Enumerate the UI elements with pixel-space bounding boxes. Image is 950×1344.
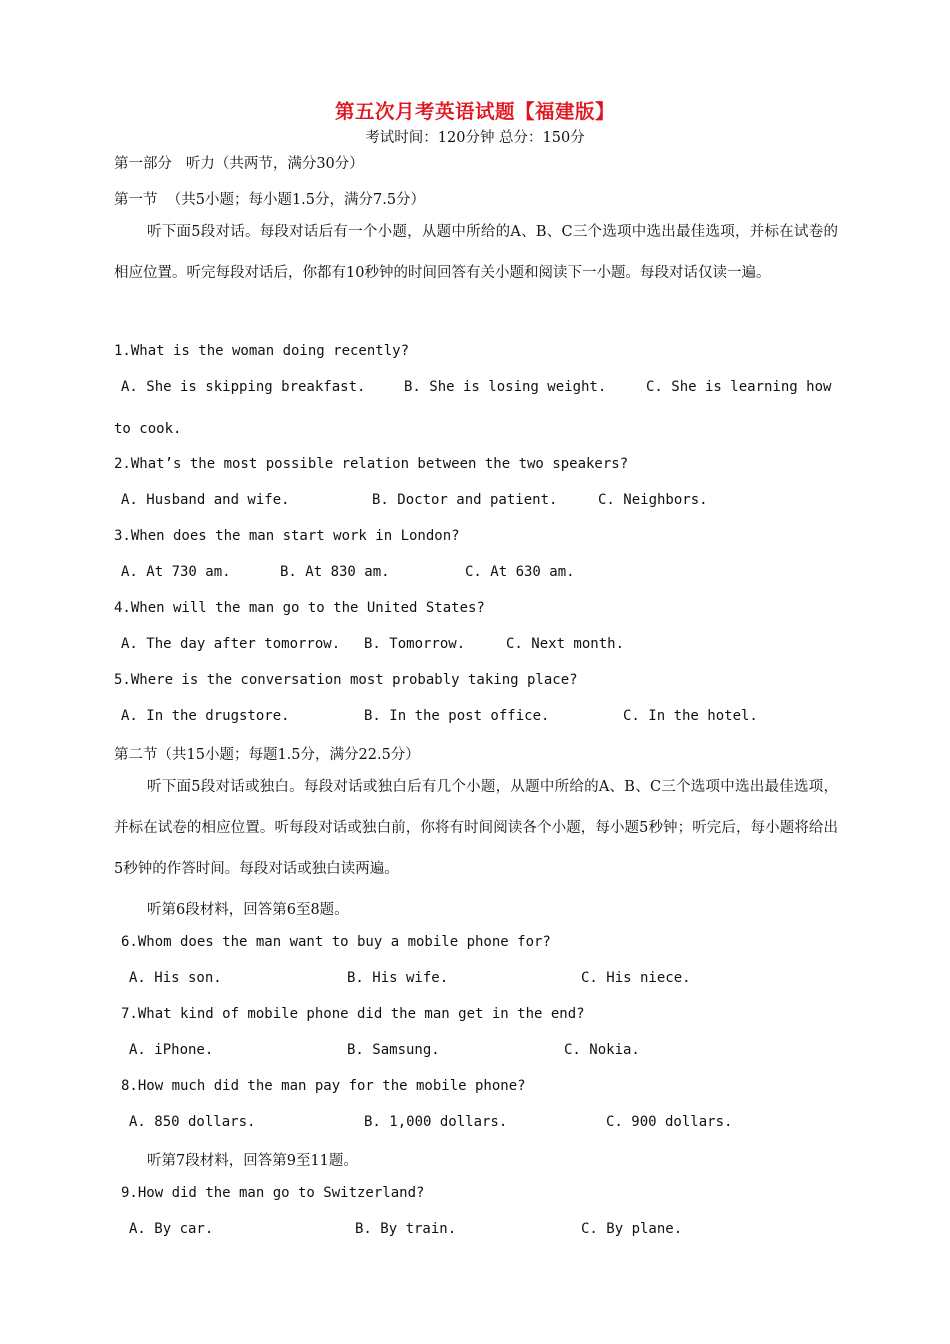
question-4-option-a: A. The day after tomorrow. <box>121 636 341 652</box>
question-2-option-c: C. Neighbors. <box>598 492 708 508</box>
question-3-option-c: C. At 630 am. <box>465 564 575 580</box>
question-3-stem: 3.When does the man start work in London? <box>114 528 460 544</box>
question-1-option-a: A. She is skipping breakfast. <box>121 379 366 395</box>
page-title: 第五次月考英语试题【福建版】 <box>334 100 615 123</box>
material-7-instruction: 听第7段材料，回答第9至11题。 <box>147 1153 358 1169</box>
question-8-option-a: A. 850 dollars. <box>129 1114 256 1130</box>
question-8-stem: 8.How much did the man pay for the mobile phone? <box>121 1078 526 1094</box>
question-2-option-b: B. Doctor and patient. <box>372 492 558 508</box>
question-6-option-a: A. His son. <box>129 970 222 986</box>
question-9-option-b: B. By train. <box>355 1221 457 1237</box>
question-6-option-b: B. His wife. <box>347 970 449 986</box>
question-9-stem: 9.How did the man go to Switzerland? <box>121 1185 425 1201</box>
question-2-stem: 2.What’s the most possible relation between the two speakers? <box>114 456 629 472</box>
section1-heading: 第一节 （共5小题；每小题1.5分，满分7.5分） <box>114 192 426 208</box>
question-9-option-c: C. By plane. <box>581 1221 683 1237</box>
question-7-stem: 7.What kind of mobile phone did the man get in the end? <box>121 1006 585 1022</box>
material-6-instruction: 听第6段材料，回答第6至8题。 <box>147 902 349 918</box>
question-2-option-a: A. Husband and wife. <box>121 492 290 508</box>
part1-heading: 第一部分 听力（共两节，满分30分） <box>114 156 364 172</box>
question-5-stem: 5.Where is the conversation most probably taking place? <box>114 672 578 688</box>
question-7-option-b: B. Samsung. <box>347 1042 440 1058</box>
section2-instructions: 听下面5段对话或独白。每段对话或独白后有几个小题，从题中所给的A、B、C三个选项中选出最佳选项，并标在试卷的相应位置。听每段对话或独白前，你将有时间阅读各个小题，每小题5秒钟；听完后，每小题将给出5秒钟的作答时间。每段对话或独白读两遍。 <box>114 779 838 877</box>
question-3-option-b: B. At 830 am. <box>280 564 390 580</box>
question-5-option-a: A. In the drugstore. <box>121 708 290 724</box>
section2-heading: 第二节（共15小题；每题1.5分，满分22.5分） <box>114 747 420 763</box>
question-1-option-b: B. She is losing weight. <box>404 379 607 395</box>
question-7-option-c: C. Nokia. <box>564 1042 640 1058</box>
question-7-option-a: A. iPhone. <box>129 1042 214 1058</box>
question-9-option-a: A. By car. <box>129 1221 214 1237</box>
section1-instructions: 听下面5段对话。每段对话后有一个小题，从题中所给的A、B、C三个选项中选出最佳选项，并标在试卷的相应位置。听完每段对话后，你都有10秒钟的时间回答有关小题和阅读下一小题。每段对话仅读一遍。 <box>114 224 838 281</box>
question-5-option-c: C. In the hotel. <box>623 708 758 724</box>
question-4-option-b: B. Tomorrow. <box>364 636 466 652</box>
question-4-option-c: C. Next month. <box>506 636 625 652</box>
exam-info: 考试时间：120分钟 总分：150分 <box>365 130 585 146</box>
question-1-stem: 1.What is the woman doing recently? <box>114 343 410 359</box>
question-6-option-c: C. His niece. <box>581 970 691 986</box>
question-6-stem: 6.Whom does the man want to buy a mobile phone for? <box>121 934 551 950</box>
question-8-option-c: C. 900 dollars. <box>606 1114 733 1130</box>
question-8-option-b: B. 1,000 dollars. <box>364 1114 508 1130</box>
question-1-option-c-continued: to cook. <box>114 421 182 437</box>
question-1-option-c: C. She is learning how <box>646 379 832 395</box>
question-5-option-b: B. In the post office. <box>364 708 550 724</box>
question-3-option-a: A. At 730 am. <box>121 564 231 580</box>
question-4-stem: 4.When will the man go to the United States? <box>114 600 485 616</box>
